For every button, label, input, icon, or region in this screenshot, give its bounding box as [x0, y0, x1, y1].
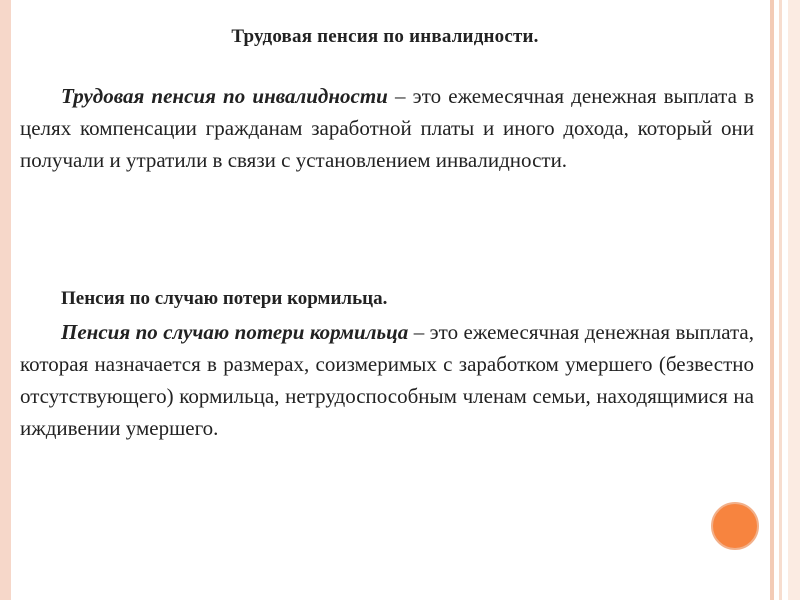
right-decorative-stripe — [770, 0, 774, 600]
term-disability-pension: Трудовая пенсия по инвалидности — [61, 84, 388, 108]
accent-circle — [711, 502, 759, 550]
paragraph-text: – это ежемесячная денежная выплата в целях компенсации гражданам заработной платы и иного дохода, который они получали и утратили в связи с установлением инвалидности. — [20, 84, 754, 172]
term-survivor-pension: Пенсия по случаю потери кормильца — [61, 320, 409, 344]
paragraph-disability-pension — [20, 80, 754, 176]
paragraph-text: – это ежемесячная денежная выплата, которая назначается в размерах, соизмеримых с заработком умершего (безвестно отсутствующего) кормильца, нетрудоспособным членам семьи, находящимися на иждивении умершего. — [20, 320, 755, 440]
paragraph-survivor-pension — [20, 316, 754, 444]
slide-title: Трудовая пенсия по инвалидности. — [231, 26, 539, 47]
left-decorative-band — [0, 0, 11, 600]
right-decorative-stripe — [788, 0, 800, 600]
right-decorative-stripe — [779, 0, 782, 600]
subheading-survivor-pension: Пенсия по случаю потери кормильца. — [61, 288, 388, 309]
